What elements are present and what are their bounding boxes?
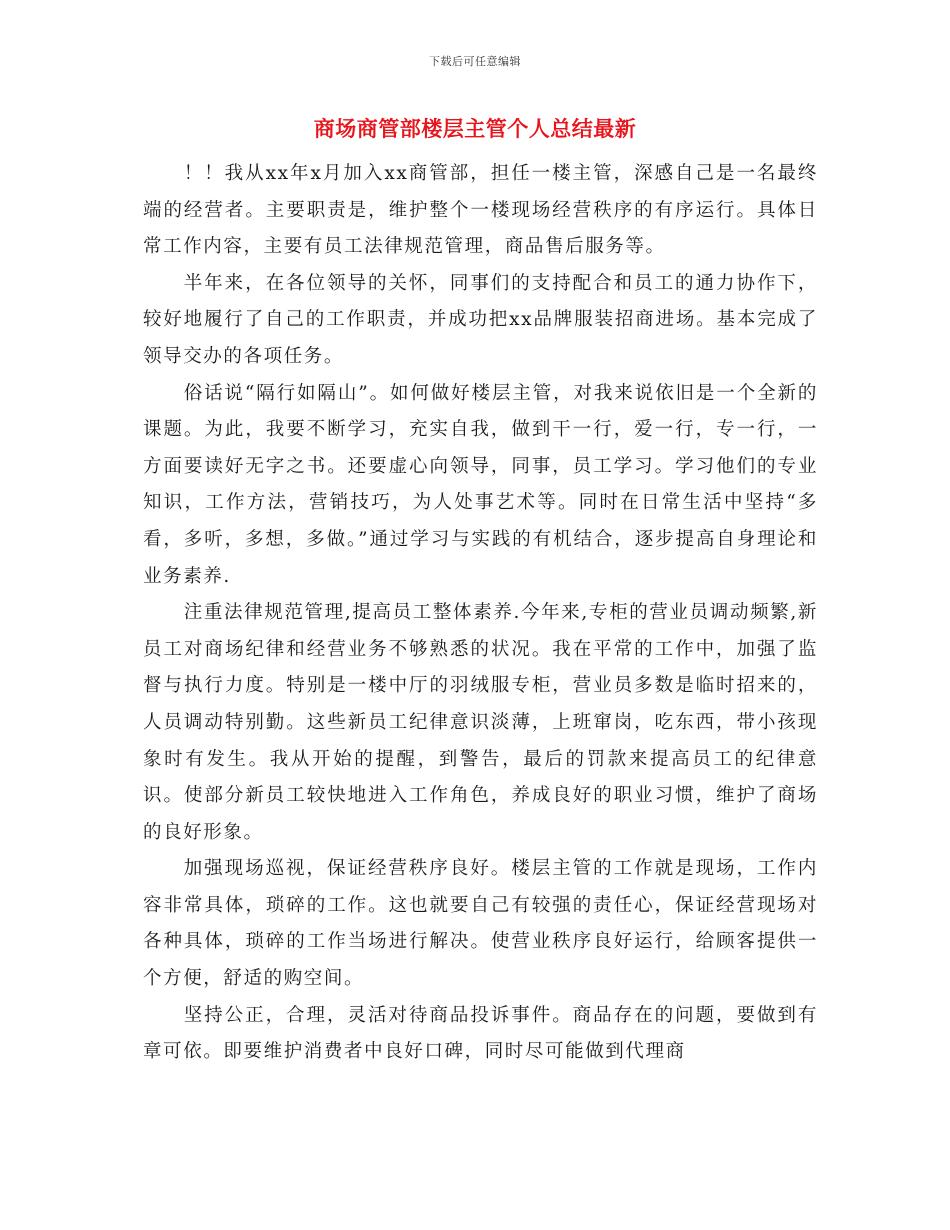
- paragraph-1: ！！我从xx年x月加入xx商管部，担任一楼主管，深感自己是一名最终端的经营者。主要职责是，维护整个一楼现场经营秩序的有序运行。具体日常工作内容，主要有员工法律规范管理，商品售后服务等。: [143, 163, 818, 258]
- paragraph-5: 加强现场巡视，保证经营秩序良好。楼层主管的工作就是现场，工作内容非常具体，琐碎的工作。这也就要自己有较强的责任心，保证经营现场对各种具体，琐碎的工作当场进行解决。使营业秩序良好运行，给顾客提供一个方便，舒适的购空间。: [143, 858, 818, 990]
- paragraph-2: 半年来，在各位领导的关怀，同事们的支持配合和员工的通力协作下，较好地履行了自己的工作职责，并成功把xx品牌服装招商进场。基本完成了领导交办的各项任务。: [143, 272, 818, 367]
- page-header-note: 下载后可任意编辑: [429, 55, 521, 68]
- document-title: 商场商管部楼层主管个人总结最新: [313, 117, 637, 141]
- document-body: [143, 156, 818, 1071]
- paragraph-4: 注重法律规范管理,提高员工整体素养.今年来,专柜的营业员调动频繁,新员工对商场纪律和经营业务不够熟悉的状况。我在平常的工作中，加强了监督与执行力度。特别是一楼中厅的羽绒服专柜，营业员多数是临时招来的，人员调动特别勤。这些新员工纪律意识淡薄，上班窜岗，吃东西，带小孩现象时有发生。我从开始的提醒，到警告，最后的罚款来提高员工的纪律意识。使部分新员工较快地进入工作角色，养成良好的职业习惯，维护了商场的良好形象。: [143, 602, 818, 843]
- paragraph-3: 俗话说“隔行如隔山”。如何做好楼层主管，对我来说依旧是一个全新的课题。为此，我要不断学习，充实自我，做到干一行，爱一行，专一行，一方面要读好无字之书。还要虚心向领导，同事，员工学习。学习他们的专业知识，工作方法，营销技巧，为人处事艺术等。同时在日常生活中坚持“多看，多听，多想，多做。”通过学习与实践的有机结合，逐步提高自身理论和业务素养.: [143, 382, 818, 587]
- paragraph-6: 坚持公正，合理，灵活对待商品投诉事件。商品存在的问题，要做到有章可依。即要维护消费者中良好口碑，同时尽可能做到代理商: [143, 1004, 818, 1063]
